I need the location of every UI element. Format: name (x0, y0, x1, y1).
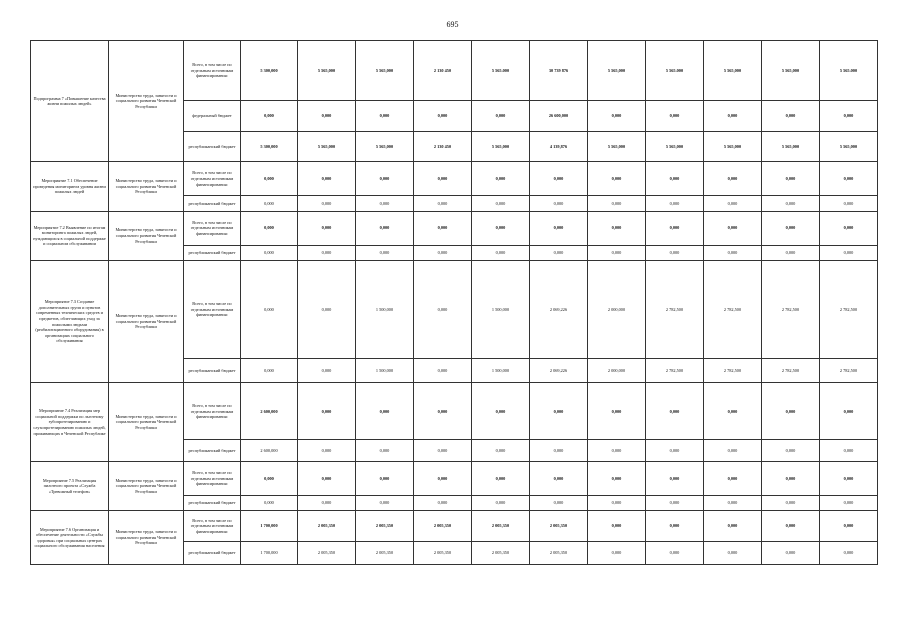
amount-cell: 0,000 (820, 462, 878, 496)
table-row (31, 511, 878, 542)
amount-cell: 5 565.000 (646, 41, 704, 101)
amount-cell: 0,000 (820, 496, 878, 511)
amount-cell: 0,000 (588, 162, 646, 196)
amount-cell: 0,000 (704, 383, 762, 440)
amount-cell: 0,000 (298, 101, 356, 132)
amount-cell: 0,000 (298, 383, 356, 440)
amount-cell: 0,000 (472, 462, 530, 496)
amount-cell: 0,000 (414, 162, 472, 196)
amount-cell: 0,000 (588, 196, 646, 211)
amount-cell: 2 130 450 (414, 41, 472, 101)
program-name: Мероприятие 7.1 Обеспечение проведения мониторинга уровня жизни пожилых людей (31, 162, 109, 211)
amount-cell: 2 005,350 (414, 541, 472, 564)
amount-cell: 0,000 (588, 462, 646, 496)
amount-cell: 0,000 (762, 162, 820, 196)
amount-cell: 0,000 (414, 260, 472, 358)
program-name: Мероприятие 7.3 Создание дополнительных групп и пунктов современных технических средств и предметов, облегчающих уход за пожилыми людьми (реабилитационного оборудования) в организациях социального обслуживания (31, 260, 109, 383)
table-row (31, 260, 878, 358)
responsible-executor: Министерство труда, занятости и социального развития Чеченской Республики (109, 511, 184, 565)
funding-source: Всего, в том числе по отдельным источникам финансирования: (184, 41, 241, 101)
amount-cell: 2 782,500 (820, 359, 878, 383)
amount-cell: 2 005,350 (472, 541, 530, 564)
amount-cell: 0,000 (762, 101, 820, 132)
amount-cell: 1 500,000 (472, 359, 530, 383)
responsible-executor: Министерство труда, занятости и социального развития Чеченской Республики (109, 41, 184, 162)
amount-cell: 0,000 (588, 245, 646, 260)
amount-cell: 5 565.000 (820, 41, 878, 101)
amount-cell: 2 600,000 (241, 440, 298, 462)
program-name: Мероприятие 7.4 Реализация мер социальной поддержки по льготному зубопротезированию и слухопротезированию пожилых людей, проживающих в Чеченской Республике (31, 383, 109, 462)
amount-cell: 2 782,500 (646, 260, 704, 358)
amount-cell: 0,000 (530, 383, 588, 440)
amount-cell: 0,000 (298, 359, 356, 383)
amount-cell: 2 005,350 (414, 511, 472, 542)
amount-cell: 2 782,500 (704, 260, 762, 358)
funding-source: Всего, в том числе по отдельным источникам финансирования: (184, 462, 241, 496)
amount-cell: 0,000 (762, 245, 820, 260)
amount-cell: 0,000 (298, 211, 356, 245)
amount-cell: 2 005,350 (356, 511, 414, 542)
amount-cell: 0,000 (646, 462, 704, 496)
funding-source: Всего, в том числе по отдельным источникам финансирования: (184, 260, 241, 358)
amount-cell: 0,000 (414, 101, 472, 132)
amount-cell: 0,000 (820, 383, 878, 440)
amount-cell: 0,000 (704, 101, 762, 132)
table-row (31, 383, 878, 440)
amount-cell: 0,000 (704, 211, 762, 245)
program-name: Мероприятие 7.2 Выявление по итогам мониторинга пожилых людей, нуждающихся в социальной поддержке и социальном обслуживании (31, 211, 109, 260)
amount-cell: 2 000,000 (588, 260, 646, 358)
amount-cell: 5 565,000 (588, 41, 646, 101)
funding-source: Всего, в том числе по отдельным источникам финансирования: (184, 211, 241, 245)
amount-cell: 2 005,350 (298, 541, 356, 564)
funding-source: республиканский бюджет (184, 245, 241, 260)
amount-cell: 0,000 (241, 496, 298, 511)
amount-cell: 0,000 (646, 196, 704, 211)
amount-cell: 0,000 (704, 440, 762, 462)
funding-source: Всего, в том числе по отдельным источникам финансирования: (184, 162, 241, 196)
amount-cell: 0,000 (472, 196, 530, 211)
amount-cell: 0,000 (241, 162, 298, 196)
amount-cell: 0,000 (704, 496, 762, 511)
amount-cell: 0,000 (241, 245, 298, 260)
amount-cell: 0,000 (646, 101, 704, 132)
amount-cell: 0,000 (820, 196, 878, 211)
amount-cell: 0,000 (414, 245, 472, 260)
amount-cell: 0,000 (298, 162, 356, 196)
amount-cell: 0,000 (530, 245, 588, 260)
amount-cell: 0,000 (298, 196, 356, 211)
amount-cell: 0,000 (530, 462, 588, 496)
amount-cell: 5 565,000 (646, 131, 704, 162)
program-name: Мероприятие 7.5 Реализация пилотного проекта «Служба «Тревожный телефон» (31, 462, 109, 511)
responsible-executor: Министерство труда, занятости и социального развития Чеченской Республики (109, 162, 184, 211)
amount-cell: 0,000 (762, 383, 820, 440)
amount-cell: 0,000 (646, 211, 704, 245)
amount-cell: 2 782,500 (820, 260, 878, 358)
amount-cell: 5 565,000 (588, 131, 646, 162)
amount-cell: 0,000 (298, 462, 356, 496)
amount-cell: 0,000 (588, 211, 646, 245)
responsible-executor: Министерство труда, занятости и социального развития Чеченской Республики (109, 211, 184, 260)
amount-cell: 2 782,500 (646, 359, 704, 383)
amount-cell: 0,000 (472, 440, 530, 462)
amount-cell: 2 069,226 (530, 359, 588, 383)
amount-cell: 0,000 (820, 245, 878, 260)
amount-cell: 0,000 (356, 162, 414, 196)
amount-cell: 0,000 (356, 245, 414, 260)
amount-cell: 0,000 (762, 211, 820, 245)
funding-source: республиканский бюджет (184, 359, 241, 383)
amount-cell: 0,000 (704, 541, 762, 564)
amount-cell: 0,000 (356, 496, 414, 511)
amount-cell: 0,000 (646, 541, 704, 564)
amount-cell: 0,000 (472, 162, 530, 196)
amount-cell: 2 130 450 (414, 131, 472, 162)
amount-cell: 0,000 (241, 211, 298, 245)
amount-cell: 0,000 (414, 496, 472, 511)
funding-source: республиканский бюджет (184, 196, 241, 211)
amount-cell: 2 005,350 (356, 541, 414, 564)
amount-cell: 0,000 (704, 196, 762, 211)
amount-cell: 0,000 (241, 196, 298, 211)
amount-cell: 0,000 (646, 496, 704, 511)
funding-source: Всего, в том числе по отдельным источникам финансирования: (184, 511, 241, 542)
budget-table (30, 40, 878, 565)
amount-cell: 0,000 (356, 383, 414, 440)
amount-cell: 0,000 (646, 162, 704, 196)
program-name: Подпрограмма 7 «Повышение качества жизни пожилых людей» (31, 41, 109, 162)
amount-cell: 0,000 (820, 162, 878, 196)
amount-cell: 5 300,000 (241, 41, 298, 101)
amount-cell: 1 700,000 (241, 541, 298, 564)
table-row (31, 41, 878, 101)
amount-cell: 5 565,000 (704, 41, 762, 101)
amount-cell: 0,000 (704, 245, 762, 260)
budget-table-body (31, 41, 878, 565)
amount-cell: 2 005,350 (530, 511, 588, 542)
amount-cell: 1 700,000 (241, 511, 298, 542)
table-row (31, 162, 878, 196)
amount-cell: 0,000 (356, 101, 414, 132)
amount-cell: 5 565,000 (704, 131, 762, 162)
responsible-executor: Министерство труда, занятости и социального развития Чеченской Республики (109, 462, 184, 511)
amount-cell: 2 005,350 (530, 541, 588, 564)
amount-cell: 0,000 (472, 496, 530, 511)
amount-cell: 0,000 (356, 440, 414, 462)
amount-cell: 0,000 (530, 440, 588, 462)
amount-cell: 0,000 (530, 196, 588, 211)
amount-cell: 0,000 (241, 101, 298, 132)
amount-cell: 0,000 (704, 511, 762, 542)
amount-cell: 0,000 (704, 162, 762, 196)
responsible-executor: Министерство труда, занятости и социального развития Чеченской Республики (109, 383, 184, 462)
amount-cell: 5 565,000 (356, 131, 414, 162)
amount-cell: 0,000 (820, 440, 878, 462)
amount-cell: 0,000 (646, 440, 704, 462)
amount-cell: 0,000 (472, 211, 530, 245)
amount-cell: 0,000 (588, 383, 646, 440)
amount-cell: 5 565,000 (298, 41, 356, 101)
amount-cell: 5 565.000 (472, 41, 530, 101)
funding-source: Всего, в том числе по отдельным источникам финансирования: (184, 383, 241, 440)
amount-cell: 0,000 (414, 359, 472, 383)
amount-cell: 0,000 (646, 245, 704, 260)
amount-cell: 0,000 (820, 511, 878, 542)
amount-cell: 0,000 (762, 440, 820, 462)
amount-cell: 4 139,876 (530, 131, 588, 162)
amount-cell: 0,000 (588, 440, 646, 462)
amount-cell: 0,000 (588, 541, 646, 564)
amount-cell: 5 565,000 (762, 41, 820, 101)
amount-cell: 5 565,000 (762, 131, 820, 162)
amount-cell: 0,000 (356, 462, 414, 496)
amount-cell: 0,000 (820, 211, 878, 245)
amount-cell: 5 565,000 (820, 131, 878, 162)
amount-cell: 0,000 (414, 440, 472, 462)
amount-cell: 2 005,350 (472, 511, 530, 542)
amount-cell: 0,000 (646, 511, 704, 542)
amount-cell: 0,000 (298, 440, 356, 462)
amount-cell: 0,000 (241, 260, 298, 358)
amount-cell: 0,000 (762, 196, 820, 211)
amount-cell: 1 500,000 (356, 260, 414, 358)
amount-cell: 0,000 (588, 511, 646, 542)
amount-cell: 2 000,000 (588, 359, 646, 383)
amount-cell: 0,000 (762, 462, 820, 496)
amount-cell: 0,000 (414, 462, 472, 496)
amount-cell: 2 782,500 (704, 359, 762, 383)
amount-cell: 30 739 876 (530, 41, 588, 101)
amount-cell: 1 500,000 (472, 260, 530, 358)
amount-cell: 0,000 (356, 196, 414, 211)
amount-cell: 0,000 (298, 245, 356, 260)
amount-cell: 0,000 (414, 211, 472, 245)
amount-cell: 0,000 (298, 260, 356, 358)
amount-cell: 0,000 (472, 383, 530, 440)
table-row (31, 211, 878, 245)
amount-cell: 26 600,000 (530, 101, 588, 132)
amount-cell: 0,000 (530, 496, 588, 511)
funding-source: республиканский бюджет (184, 131, 241, 162)
amount-cell: 0,000 (820, 101, 878, 132)
page-number: 695 (446, 20, 459, 29)
amount-cell: 5 565,000 (472, 131, 530, 162)
amount-cell: 0,000 (298, 496, 356, 511)
funding-source: республиканский бюджет (184, 440, 241, 462)
amount-cell: 0,000 (414, 196, 472, 211)
amount-cell: 0,000 (241, 462, 298, 496)
amount-cell: 0,000 (704, 462, 762, 496)
amount-cell: 0,000 (241, 359, 298, 383)
amount-cell: 2 782,500 (762, 260, 820, 358)
amount-cell: 0,000 (588, 101, 646, 132)
amount-cell: 0,000 (472, 245, 530, 260)
amount-cell: 5 565,000 (298, 131, 356, 162)
amount-cell: 0,000 (762, 511, 820, 542)
amount-cell: 5 300,000 (241, 131, 298, 162)
amount-cell: 2 600,000 (241, 383, 298, 440)
amount-cell: 2 782,500 (762, 359, 820, 383)
amount-cell: 0,000 (820, 541, 878, 564)
amount-cell: 0,000 (762, 496, 820, 511)
amount-cell: 2 069,226 (530, 260, 588, 358)
amount-cell: 0,000 (356, 211, 414, 245)
amount-cell: 0,000 (472, 101, 530, 132)
funding-source: федеральный бюджет (184, 101, 241, 132)
funding-source: республиканский бюджет (184, 496, 241, 511)
amount-cell: 0,000 (646, 383, 704, 440)
amount-cell: 5 565,000 (356, 41, 414, 101)
amount-cell: 2 005,350 (298, 511, 356, 542)
funding-source: республиканский бюджет (184, 541, 241, 564)
amount-cell: 0,000 (762, 541, 820, 564)
amount-cell: 0,000 (414, 383, 472, 440)
table-row (31, 462, 878, 496)
amount-cell: 0,000 (530, 211, 588, 245)
amount-cell: 1 500,000 (356, 359, 414, 383)
responsible-executor: Министерство труда, занятости и социального развития Чеченской Республики (109, 260, 184, 383)
program-name: Мероприятие 7.6 Организация и обеспечение деятельности «Службы здоровья» при социальных центрах социального обслуживания населения (31, 511, 109, 565)
amount-cell: 0,000 (530, 162, 588, 196)
amount-cell: 0,000 (588, 496, 646, 511)
